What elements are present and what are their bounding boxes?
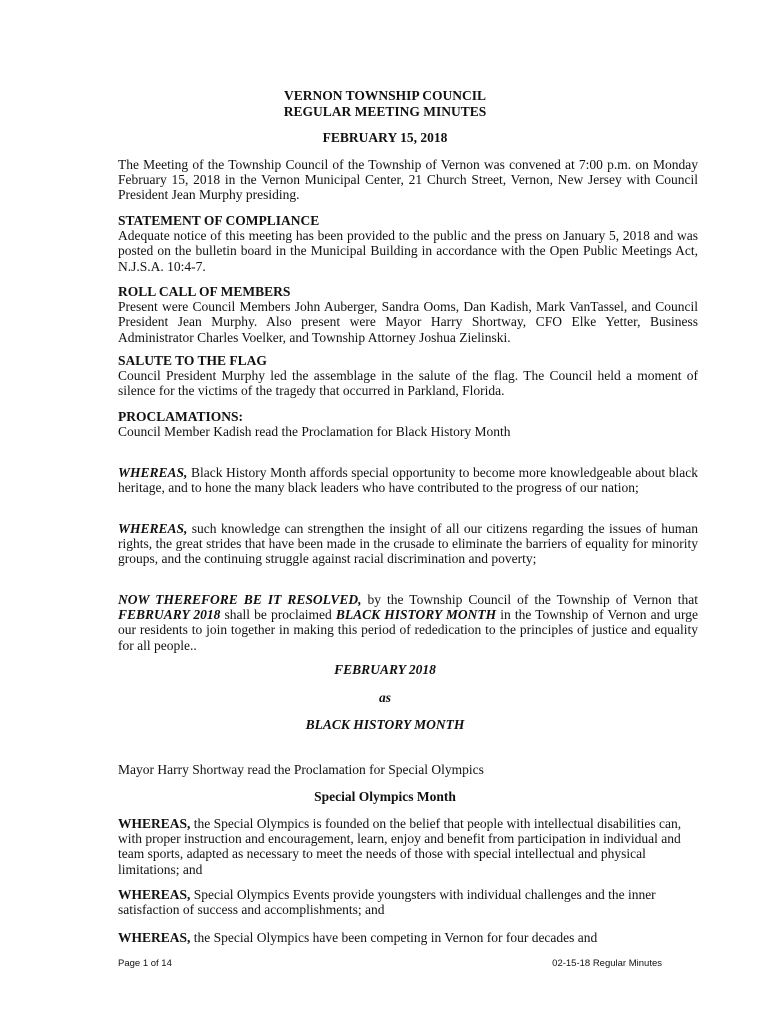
whereas-text: Black History Month affords special opportunity to become more knowledgeable about black heritage, and to hone the many black leaders who have contributed to the progress of our nation; (118, 465, 698, 496)
bhm-whereas-2 (118, 521, 698, 567)
resolved-text: by the Township Council of the Township of Vernon that (361, 592, 698, 607)
roll-call-heading: ROLL CALL OF MEMBERS (118, 284, 291, 299)
so-whereas-3 (118, 930, 698, 945)
resolved-text: in the Township of Vernon and urge our residents to join together in making this period of rededication to the principles of justice and equality for all people.. (118, 607, 698, 653)
compliance-text: Adequate notice of this meeting has been provided to the public and the press on January 5, 2018 and was posted on the bulletin board in the Municipal Building in accordance with the Open Public Meetings Act, N.J.S.A. 10:4-7. (118, 228, 698, 274)
whereas-text: the Special Olympics have been competing in Vernon for four decades and (190, 930, 598, 945)
centered-month: FEBRUARY 2018 (334, 662, 436, 677)
whereas-lead: WHEREAS, (118, 816, 191, 831)
footer-doc-title: 02-15-18 Regular Minutes (552, 958, 662, 969)
whereas-text: the Special Olympics is founded on the belief that people with intellectual disabilities can, with proper instruction and encouragement, learn, enjoy and benefit from participation in individual and team sports, adapted as necessary to meet the needs of those with special intellectual and physical limitations; and (118, 816, 682, 877)
resolved-bhm: BLACK HISTORY MONTH (335, 607, 497, 623)
resolved-month: FEBRUARY 2018 (118, 607, 221, 623)
compliance-section (118, 213, 698, 274)
resolved-text: shall be proclaimed (220, 607, 336, 623)
proclamations-section (118, 409, 698, 439)
intro-paragraph: The Meeting of the Township Council of the Township of Vernon was convened at 7:00 p.m. on Monday February 15, 2018 in the Vernon Municipal Center, 21 Church Street, Vernon, New Jersey with Council President Jean Murphy presiding. (118, 157, 698, 203)
so-whereas-2 (118, 887, 698, 917)
whereas-lead: WHEREAS, (118, 465, 188, 480)
meeting-date: FEBRUARY 15, 2018 (322, 130, 448, 145)
minutes-title: REGULAR MEETING MINUTES (283, 104, 487, 119)
roll-call-section (118, 284, 698, 345)
special-olympics-intro: Mayor Harry Shortway read the Proclamation for Special Olympics (118, 762, 484, 777)
bhm-resolved (118, 592, 698, 653)
roll-call-text: Present were Council Members John Auberger, Sandra Ooms, Dan Kadish, Mark VanTassel, and Council President Jean Murphy. Also present were Mayor Harry Shortway, CFO Elke Yetter, Business Administrator Charles Voelker, and Township Attorney Joshua Zielinski. (118, 299, 698, 345)
whereas-lead: WHEREAS, (118, 930, 191, 945)
centered-bhm: BLACK HISTORY MONTH (305, 717, 465, 732)
proclamations-heading: PROCLAMATIONS: (118, 409, 244, 424)
bhm-whereas-1 (118, 465, 698, 495)
special-olympics-title: Special Olympics Month (314, 789, 456, 804)
compliance-heading: STATEMENT OF COMPLIANCE (118, 213, 320, 228)
council-title: VERNON TOWNSHIP COUNCIL (283, 88, 487, 103)
whereas-lead: WHEREAS, (118, 521, 188, 536)
whereas-lead: WHEREAS, (118, 887, 191, 902)
proclamations-text: Council Member Kadish read the Proclamation for Black History Month (118, 424, 511, 440)
salute-text: Council President Murphy led the assemblage in the salute of the flag. The Council held a moment of silence for the victims of the tragedy that occurred in Parkland, Florida. (118, 368, 698, 399)
so-whereas-1 (118, 816, 698, 877)
resolved-lead: NOW THEREFORE BE IT RESOLVED, (118, 592, 362, 607)
salute-heading: SALUTE TO THE FLAG (118, 353, 267, 368)
centered-as: as (378, 690, 391, 705)
salute-section (118, 353, 698, 399)
whereas-text: such knowledge can strengthen the insight of all our citizens regarding the issues of human rights, the great strides that have been made in the crusade to eliminate the barriers of equality for minority groups, and the continuing struggle against racial discrimination and poverty; (118, 521, 698, 567)
whereas-text: Special Olympics Events provide youngsters with individual challenges and the inner satisfaction of success and accomplishments; and (118, 887, 656, 918)
page-number: Page 1 of 14 (118, 958, 172, 969)
